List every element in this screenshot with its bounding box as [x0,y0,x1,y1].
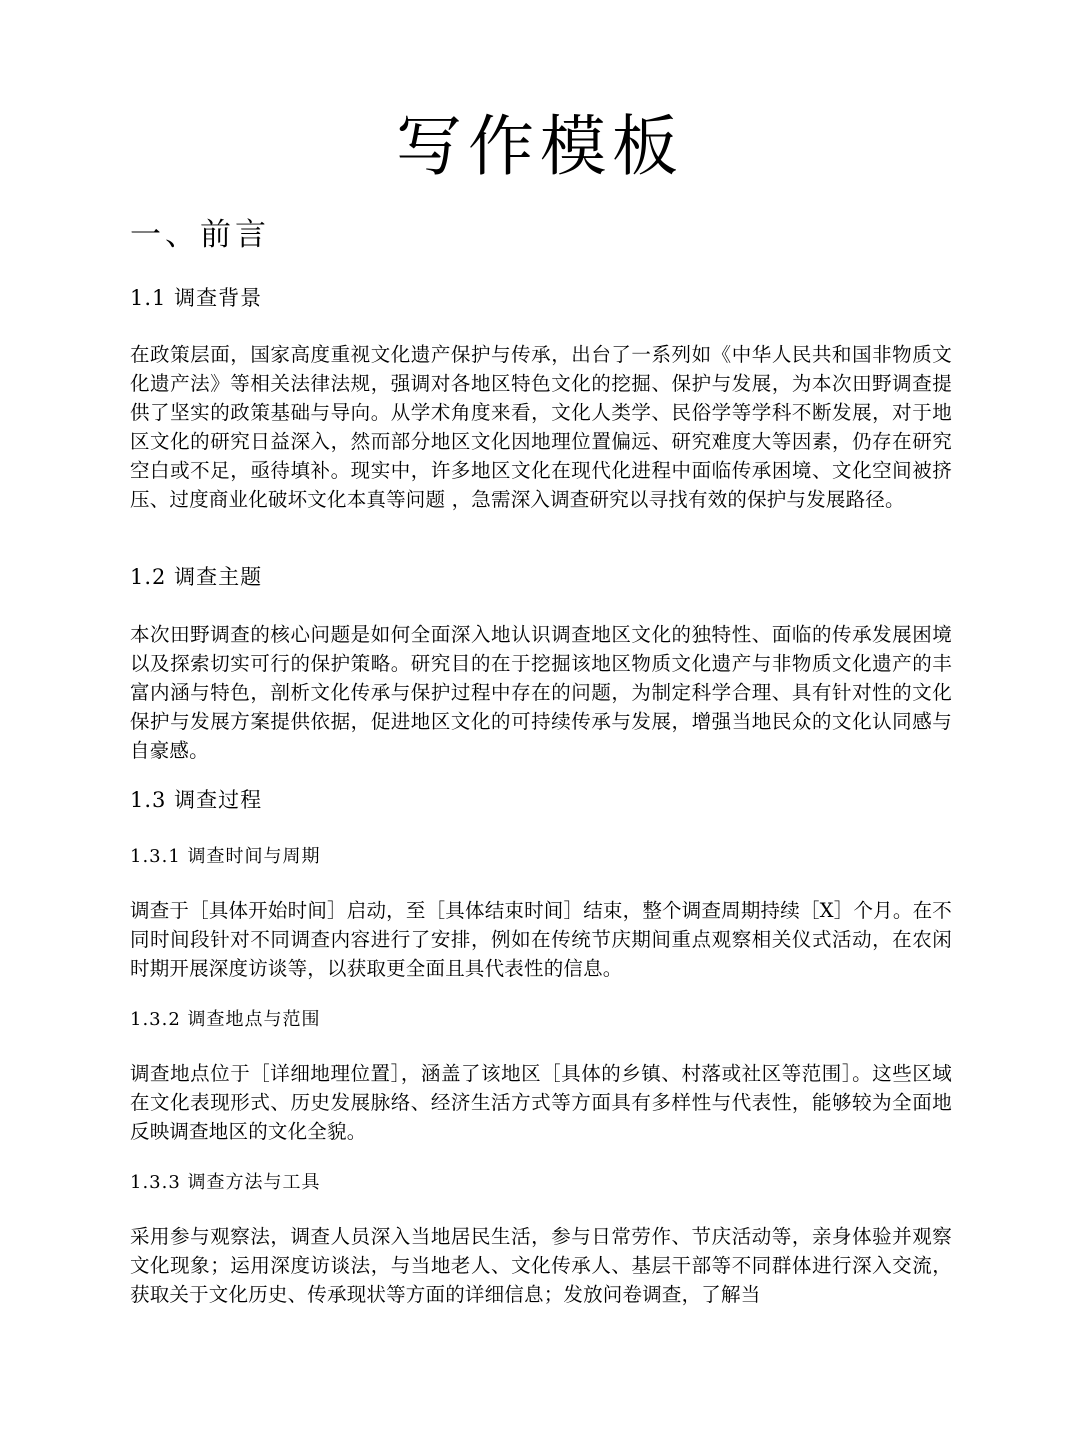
paragraph-theme: 本次田野调查的核心问题是如何全面深入地认识调查地区文化的独特性、面临的传承发展困境以及探索切实可行的保护策略。研究目的在于挖掘该地区物质文化遗产与非物质文化遗产的丰富内涵与特色，剖析文化传承与保护过程中存在的问题，为制定科学合理、具有针对性的文化保护与发展方案提供依据，促进地区文化的可持续传承与发展，增强当地民众的文化认同感与自豪感。 [130,623,952,762]
subsection-heading-theme: 1.2 调查主题 [130,565,263,589]
paragraph-background: 在政策层面，国家高度重视文化遗产保护与传承，出台了一系列如《中华人民共和国非物质文化遗产法》等相关法律法规，强调对各地区特色文化的挖掘、保护与发展，为本次田野调查提供了坚实的政策基础与导向。从学术角度来看，文化人类学、民俗学等学科不断发展，对于地区文化的研究日益深入，然而部分地区文化因地理位置偏远、研究难度大等因素，仍存在研究空白或不足，亟待填补。现实中，许多地区文化在现代化进程中面临传承困境、文化空间被挤压、过度商业化破坏文化本真等问题 ，急需深入调查研究以寻找有效的保护与发展路径。 [130,343,952,511]
paragraph-methods: 采用参与观察法，调查人员深入当地居民生活，参与日常劳作、节庆活动等，亲身体验并观察文化现象；运用深度访谈法，与当地老人、文化传承人、基层干部等不同群体进行深入交流，获取关于文化历史、传承现状等方面的详细信息；发放问卷调查，了解当 [130,1225,952,1306]
subsubsection-heading-methods: 1.3.3 调查方法与工具 [130,1172,321,1193]
subsection-heading-background: 1.1 调查背景 [130,286,263,310]
subsubsection-heading-time: 1.3.1 调查时间与周期 [130,846,321,867]
paragraph-location: 调查地点位于［详细地理位置］，涵盖了该地区［具体的乡镇、村落或社区等范围］。这些区域在文化表现形式、历史发展脉络、经济生活方式等方面具有多样性与代表性，能够较为全面地反映调查地区的文化全貌。 [130,1062,952,1143]
document-title: 写作模板 [396,108,684,185]
section-heading-preface: 一、前言 [130,217,270,253]
subsection-heading-process: 1.3 调查过程 [130,788,263,812]
paragraph-time: 调查于［具体开始时间］启动，至［具体结束时间］结束，整个调查周期持续［X］个月。在不同时间段针对不同调查内容进行了安排，例如在传统节庆期间重点观察相关仪式活动，在农闲时期开展深度访谈等，以获取更全面且具代表性的信息。 [130,899,952,980]
subsubsection-heading-location: 1.3.2 调查地点与范围 [130,1009,321,1030]
